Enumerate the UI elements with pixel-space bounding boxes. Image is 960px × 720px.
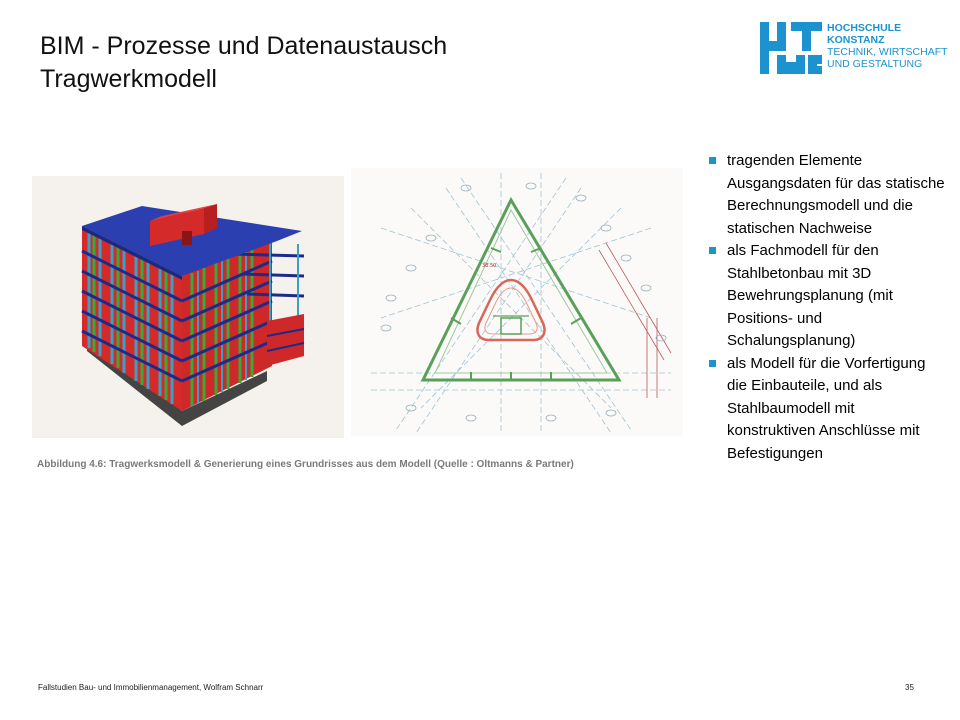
title-line-1: BIM - Prozesse und Datenaustausch — [40, 32, 448, 60]
logo-line-1: HOCHSCHULE — [827, 22, 902, 34]
slide-title — [40, 30, 447, 96]
bullet-item — [707, 353, 947, 466]
htwg-logo-mark — [760, 22, 822, 74]
structural-3d-model-image — [32, 176, 344, 438]
footer-text: Fallstudien Bau- und Immobilienmanagement, Wolfram Schnarr — [38, 683, 264, 692]
bullet-text: tragenden Elemente Ausgangsdaten für das statische Berechnungsmodell und die statischen Nachweise — [727, 152, 945, 237]
logo-line-2: KONSTANZ — [827, 34, 885, 46]
figure-caption: Abbildung 4.6: Tragwerksmodell & Generierung eines Grundrisses aus dem Modell (Quelle : Oltmanns & Partner) — [37, 459, 574, 470]
bullet-list — [707, 150, 947, 465]
bullet-item — [707, 150, 947, 240]
bullet-text: als Fachmodell für den Stahlbetonbau mit 3D Bewehrungsplanung (mit Positions- und Schalungsplanung) — [727, 242, 893, 349]
logo-line-3: TECHNIK, WIRTSCHAFT — [827, 46, 948, 58]
bullet-square-icon — [709, 360, 716, 367]
bullet-square-icon — [709, 157, 716, 164]
bullet-text: als Modell für die Vorfertigung die Einbauteile, und als Stahlbaumodell mit konstruktiven Anschlüsse mit Befestigungen — [727, 354, 926, 462]
plan-dimension-label: 38.50 — [482, 263, 497, 269]
university-logo — [760, 20, 950, 76]
page-number: 35 — [905, 683, 914, 692]
bullet-square-icon — [709, 247, 716, 254]
bullet-item — [707, 240, 947, 353]
logo-line-4: UND GESTALTUNG — [827, 58, 923, 70]
floor-plan-drawing-image — [351, 168, 683, 436]
title-line-2: Tragwerkmodell — [40, 65, 217, 93]
logo-text — [827, 22, 948, 70]
